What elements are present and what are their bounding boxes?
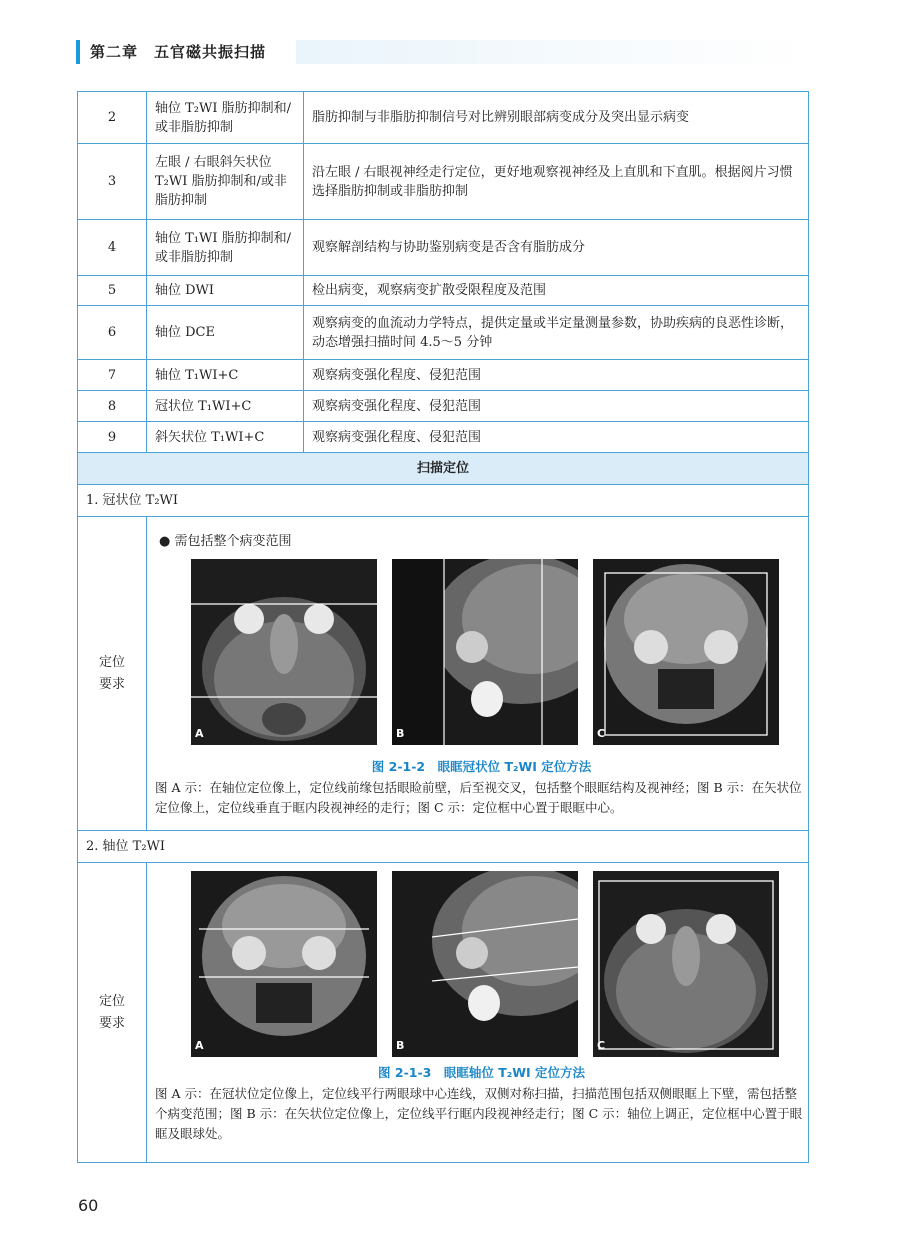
image-label: C <box>597 1039 606 1052</box>
table-row <box>78 306 809 360</box>
requirement-label: 定位要求 <box>78 517 147 831</box>
row-number: 4 <box>78 220 147 276</box>
requirement-content <box>147 517 809 831</box>
image-label: B <box>396 726 405 740</box>
page-number: 60 <box>78 1196 99 1215</box>
table-row <box>78 92 809 144</box>
image-label: B <box>396 1039 405 1052</box>
sequence-purpose: 沿左眼 / 右眼视神经走行定位，更好地观察视神经及上直肌和下直肌。根据阅片习惯选择脂肪抑制或非脂肪抑制 <box>304 144 809 220</box>
requirement-label: 定位要求 <box>78 863 147 1163</box>
row-number: 5 <box>78 276 147 306</box>
table-row <box>78 360 809 391</box>
subsection-row <box>78 831 809 863</box>
subsection-row <box>78 485 809 517</box>
sequence-purpose: 检出病变，观察病变扩散受限程度及范围 <box>304 276 809 306</box>
mri-image-sagittal <box>392 871 578 1057</box>
sequence-name: 冠状位 T₁WI+C <box>147 391 304 422</box>
header-accent-bar <box>76 40 80 64</box>
sequence-purpose: 观察病变强化程度、侵犯范围 <box>304 360 809 391</box>
table-row <box>78 276 809 306</box>
mri-image-axial <box>191 559 377 745</box>
figure-caption: 图 2-1-2 眼眶冠状位 T₂WI 定位方法 <box>371 758 592 774</box>
sequence-name: 轴位 T₁WI 脂肪抑制和/或非脂肪抑制 <box>147 220 304 276</box>
image-label: A <box>195 726 204 740</box>
sequence-name: 轴位 DCE <box>147 306 304 360</box>
axial-mri-graphic <box>593 871 779 1057</box>
requirement-content <box>147 863 809 1163</box>
figure-2-1-2-images <box>155 559 808 759</box>
table-row <box>78 422 809 453</box>
section-title: 扫描定位 <box>78 453 809 485</box>
row-number: 7 <box>78 360 147 391</box>
sequence-purpose: 观察病变的血流动力学特点，提供定量或半定量测量参数，协助疾病的良恶性诊断，动态增强扫描时间 4.5～5 分钟 <box>304 306 809 360</box>
figure-2-1-3-images <box>155 871 808 1057</box>
image-label: A <box>195 1039 204 1052</box>
figure-caption: 图 2-1-3 眼眶轴位 T₂WI 定位方法 <box>378 1065 585 1080</box>
requirement-row <box>78 517 809 831</box>
mri-image-axial <box>593 871 779 1057</box>
section-header-row <box>78 453 809 485</box>
coronal-mri-graphic <box>593 559 779 745</box>
row-number: 3 <box>78 144 147 220</box>
coronal-mri-graphic <box>191 871 377 1057</box>
mri-image-sagittal <box>392 559 578 745</box>
table-row <box>78 220 809 276</box>
figure-description: 图 A 示：在轴位定位像上，定位线前缘包括眼睑前壁，后至视交叉，包括整个眼眶结构及视神经；图 B 示：在矢状位定位像上，定位线垂直于眶内段视神经的走行；图 C 示：定位框中心置于眼眶中心。 <box>155 779 802 815</box>
sequence-purpose: 脂肪抑制与非脂肪抑制信号对比辨别眼部病变成分及突出显示病变 <box>304 92 809 144</box>
sagittal-mri-graphic <box>392 559 578 745</box>
row-number: 6 <box>78 306 147 360</box>
image-label: C <box>597 726 606 740</box>
axial-mri-graphic <box>191 559 377 745</box>
row-number: 2 <box>78 92 147 144</box>
sagittal-mri-graphic <box>392 871 578 1057</box>
mri-image-coronal <box>191 871 377 1057</box>
figure-description: 图 A 示：在冠状位定位像上，定位线平行两眼球中心连线，双侧对称扫描，扫描范围包括双侧眼眶上下壁，需包括整个病变范围；图 B 示：在矢状位定位像上，定位线平行眶内段视神经走行；图 C 示：轴位上调正，定位框中心置于眼眶及眼球处。 <box>155 1086 803 1141</box>
sequence-name: 轴位 DWI <box>147 276 304 306</box>
chapter-header <box>76 40 810 64</box>
sequence-purpose: 观察病变强化程度、侵犯范围 <box>304 391 809 422</box>
subsection-title: 2. 轴位 T₂WI <box>78 831 809 863</box>
sequence-name: 斜矢状位 T₁WI+C <box>147 422 304 453</box>
sequence-name: 轴位 T₁WI+C <box>147 360 304 391</box>
sequence-purpose: 观察解剖结构与协助鉴别病变是否含有脂肪成分 <box>304 220 809 276</box>
requirement-bullet: ● 需包括整个病变范围 <box>159 533 292 549</box>
row-number: 8 <box>78 391 147 422</box>
table-row <box>78 144 809 220</box>
chapter-title: 第二章 五官磁共振扫描 <box>90 43 267 61</box>
requirement-row <box>78 863 809 1163</box>
sequence-name: 左眼 / 右眼斜矢状位 T₂WI 脂肪抑制和/或非脂肪抑制 <box>147 144 304 220</box>
table-row <box>78 391 809 422</box>
protocol-table <box>77 91 809 1163</box>
sequence-name: 轴位 T₂WI 脂肪抑制和/或非脂肪抑制 <box>147 92 304 144</box>
subsection-title: 1. 冠状位 T₂WI <box>78 485 809 517</box>
sequence-purpose: 观察病变强化程度、侵犯范围 <box>304 422 809 453</box>
row-number: 9 <box>78 422 147 453</box>
mri-image-coronal <box>593 559 779 745</box>
